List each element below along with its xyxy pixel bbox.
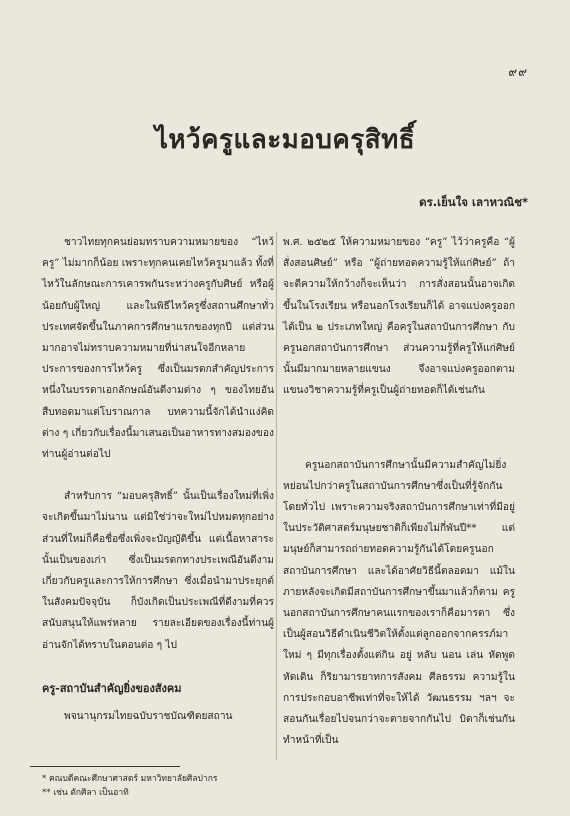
- paragraph-dictionary: พจนานุกรมไทยฉบับราชบัณฑิตยสถาน: [64, 710, 233, 722]
- column-divider: [276, 232, 277, 760]
- footnote-example: ** เช่น ตักศิลา เป็นอาทิ: [42, 788, 129, 798]
- right-column: [283, 232, 515, 751]
- paragraph-definition: พ.ศ. ๒๕๒๕ ให้ความหมายของ “ครู” ไว้ว่าครูคือ “ผู้สั่งสอนศิษย์” หรือ “ผู้ถ่ายทอดความรู้ให้แก่ศิษย์” ถ้าจะตีความให้กว้างก็จะเห็นว่า การสั่งสอนนั้นอาจเกิดขึ้นในโรงเรียน หรือนอกโรงเรียนก็ได้ อาจแบ่งครูออกได้เป็น ๒ ประเภทใหญ่ คือครูในสถาบันการศึกษา กับครูนอกสถาบันการศึกษา ส่วนความรู้ที่ครูให้แก่ศิษย์นั้นมีมากมายหลายแขนง จึงอาจแบ่งครูออกตามแขนงวิชาความรู้ที่ครูเป็นผู้ถ่ายทอดก็ได้เช่นกัน: [283, 237, 515, 397]
- paragraph-mob-khru-sit: สำหรับการ “มอบครุสิทธิ์” นั้นเป็นเรื่องใหม่ที่เพิ่งจะเกิดขึ้นมาไม่นาน แต่มิใช่ว่าจะใหม่ไปหมดทุกอย่าง ส่วนที่ใหม่ก็คือชื่อซึ่งเพิ่งจะบัญญัติขึ้น แต่เนื้อหาสาระนั้นเป็นของเก่า ซึ่งเป็นมรดกทางประเพณีอันดีงามเกี่ยวกับครูและการให้การศึกษา ซึ่งเมื่อนำมาประยุกต์ในสังคมปัจจุบัน ก็บังเกิดเป็นประเพณีที่ดีงามที่ควรสนับสนุนให้แพร่หลาย รายละเอียดของเรื่องนี้ท่านผู้อ่านจักได้ทราบในตอนต่อ ๆ ไป: [42, 491, 274, 651]
- footnote-author: * คณบดีคณะศึกษาศาสตร์ มหาวิทยาลัยศิลปากร: [42, 774, 218, 784]
- page-number: ๙๙: [508, 65, 528, 79]
- left-column: [42, 232, 274, 727]
- footnote-rule: [30, 766, 180, 767]
- footnotes: [42, 772, 217, 800]
- paragraph-outside-teachers: ครูนอกสถาบันการศึกษานั้นมีความสำคัญไม่ยิ่งหย่อนไปกว่าครูในสถาบันการศึกษาซึ่งเป็นที่รู้จักกันโดยทั่วไป เพราะความจริงสถาบันการศึกษาเท่าที่มีอยู่ในประวัติศาสตร์มนุษยชาติก็เพียงไม่กี่พันปี** แต่มนุษย์ก็สามารถถ่ายทอดความรู้กันได้โดยครูนอกสถาบันการศึกษา และได้อาศัยวิธีนี้ตลอดมา แม้ในภายหลังจะเกิดมีสถาบันการศึกษาขึ้นมาแล้วก็ตาม ครูนอกสถาบันการศึกษาคนแรกของเราก็คือมารดา ซึ่งเป็นผู้สอนวิธีดำเนินชีวิตให้ตั้งแต่ลูกออกจากครรภ์มาใหม่ ๆ มีทุกเรื่องตั้งแต่กิน อยู่ หลับ นอน เล่น หัดพูด หัดเดิน ก็ริยามารยาทการสังคม ศีลธรรม ความรู้ในการประกอบอาชีพเท่าที่จะให้ได้ วัฒนธรรม ฯลฯ จะสอนกันเรื่อยไปจนกว่าจะตายจากกันไป บิดาก็เช่นกันทำหน้าที่เป็น: [283, 459, 515, 747]
- section-heading: ครู-สถาบันสำคัญยิ่งของสังคม: [42, 681, 182, 695]
- paragraph-intro: ชาวไทยทุกคนย่อมทราบความหมายของ “ไหว้ครู” ไม่มากก็น้อย เพราะทุกคนเคยไหว้ครูมาแล้ว ทั้งที่ไหว้ในลักษณะการเคารพกันระหว่างครูกับศิษย์ หรือผู้น้อยกับผู้ใหญ่ และในพิธีไหว้ครูซึ่งสถานศึกษาทั่วประเทศจัดขึ้นในภาคการศึกษาแรกของทุกปี แต่ส่วนมากอาจไม่ทราบความหมายที่น่าสนใจอีกหลายประการของการไหว้ครู ซึ่งเป็นมรดกสำคัญประการหนึ่งในบรรดาเอกลักษณ์อันดีงามต่าง ๆ ของไทยอันสืบทอดมาแต่โบราณกาล บทความนี้จักได้นำแง่คิดต่าง ๆ เกี่ยวกับเรื่องนี้มาเสนอเป็นอาหารทางสมองของท่านผู้อ่านต่อไป: [42, 237, 274, 461]
- author-byline: ดร.เย็นใจ เลาหวณิช*: [419, 195, 528, 209]
- article-title: ไหว้ครูและมอบครุสิทธิ์: [154, 125, 416, 156]
